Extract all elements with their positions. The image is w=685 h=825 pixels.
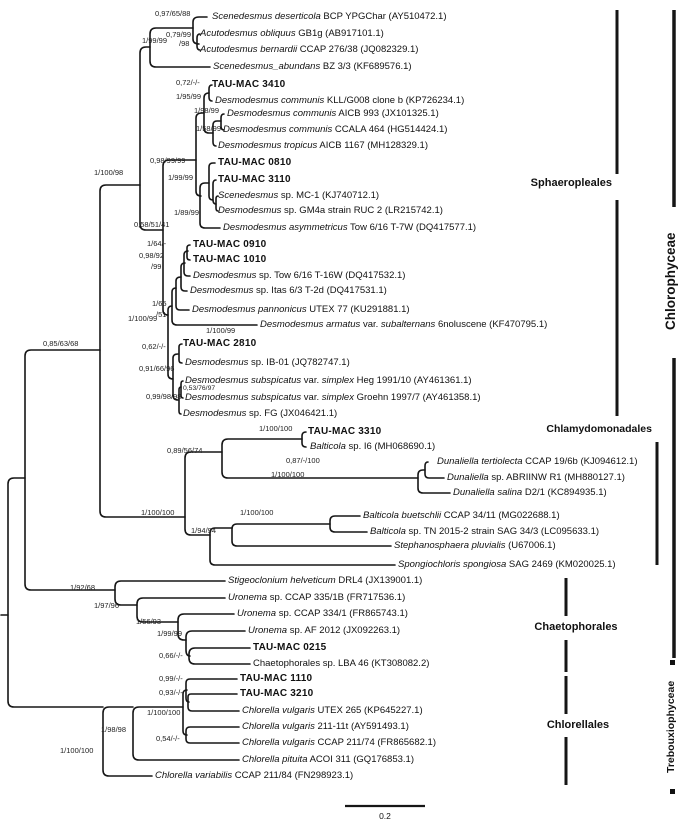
support-value: 0,99/-/- [159,674,183,683]
strain-accession-text: CCALA 464 (HG514424.1) [332,124,448,135]
strain-accession-text: TAU-MAC 0215 [253,642,327,653]
leaf-label [183,408,337,419]
taxon-name-italic: Dunaliella tertiolecta [437,456,523,467]
strain-accession-text: sp. GM4a strain RUC 2 (LR215742.1) [281,205,443,216]
support-value: 1/100/98 [94,168,124,177]
taxon-name-italic: Uronema [237,608,277,619]
leaf-label [155,770,353,781]
strain-accession-text: TAU-MAC 3110 [218,174,291,185]
strain-accession-text: DRL4 (JX139001.1) [335,575,423,586]
leaf-label [253,658,429,669]
strain-accession-text: TAU-MAC 1010 [193,254,267,265]
taxon-name-italic: Desmodesmus armatus [260,319,361,330]
support-value: 0,79/99 [166,30,192,39]
tree-edge [8,478,103,707]
taxon-name-italic: Desmodesmus subspicatus [185,375,302,386]
support-value: 1/94/94 [191,526,217,535]
strain-accession-text: BCP YPGChar (AY510472.1) [320,11,447,22]
taxon-name-italic: Balticola [310,441,346,452]
tree-edge [302,432,306,447]
leaf-label [242,754,414,765]
taxon-name-italic: Uronema [228,592,268,603]
strain-accession-text: TAU-MAC 3310 [308,426,382,437]
support-value: 0,58/51/41 [134,220,170,229]
strain-accession-text: var. [301,392,322,403]
leaf-label [200,44,418,55]
strain-accession-text: sp. MC-1 (KJ740712.1) [278,190,380,201]
strain-accession-text: CCAP 34/11 (MG022688.1) [441,510,560,521]
leaf-label [242,737,436,748]
tree-edge [140,47,163,230]
leaf-label [190,285,387,296]
leaf-label [363,510,560,521]
tree-edge [188,694,239,711]
leaf-label [240,673,312,684]
strain-accession-text: sp. AF 2012 (JX092263.1) [287,625,401,636]
strain-accession-text: UTEX 77 (KU291881.1) [306,304,410,315]
taxon-name-italic: Balticola buetschlii [363,510,442,521]
taxon-name-italic: Dunaliella [447,472,489,483]
support-value: 1/100/100 [271,470,305,479]
leaf-label [228,575,422,586]
strain-accession-text: BZ 3/3 (KF689576.1) [320,61,412,72]
support-value: 0,98/92 [139,251,165,260]
taxon-name-italic: Desmodesmus pannonicus [192,304,307,315]
support-value: 0,53/76/97 [183,385,216,392]
leaf-label [185,392,481,403]
strain-accession-text: Tow 6/16 T-7W (DQ417577.1) [347,222,477,233]
tree-edge [418,470,450,493]
scale-bar-label: 0.2 [379,811,391,821]
strain-accession-text: sp. Tow 6/16 T-16W (DQ417532.1) [256,270,406,281]
support-value: 0,91/66/96 [139,364,175,373]
leaf-label [218,174,291,185]
taxon-name-italic: subalternans [380,319,436,330]
support-value: 0,62/-/- [142,342,166,351]
leaf-label [185,375,472,386]
taxon-name-italic: Desmodesmus communis [227,108,337,119]
strain-accession-text: sp. IB-01 (JQ782747.1) [248,357,350,368]
taxon-name-italic: Chlorella vulgaris [242,705,315,716]
tree-edge [185,452,222,535]
strain-accession-text: sp. CCAP 335/1B (FR717536.1) [267,592,406,603]
taxon-name-italic: Spongiochloris spongiosa [398,559,507,570]
support-value: 1/97/96 [94,601,120,610]
strain-accession-text: CCAP 276/38 (JQ082329.1) [297,44,419,55]
leaf-label [394,540,556,551]
leaf-label [308,426,381,437]
strain-accession-text: TAU-MAC 2810 [183,338,257,349]
support-value: 1/99/99 [157,629,183,638]
strain-accession-text: 211-11t (AY591493.1) [314,721,409,732]
taxon-name-italic: simplex [321,392,354,403]
leaf-label [223,124,447,135]
taxon-name-italic: Chlorella vulgaris [242,737,315,748]
support-value: 1/92/68 [70,583,96,592]
taxon-name-italic: Uronema [248,625,288,636]
support-value: 1/99/99 [168,173,194,182]
leaf-label [218,190,379,201]
leaf-label [218,205,443,216]
taxon-name-italic: Chlorella pituita [242,754,308,765]
strain-accession-text: sp. I6 (MH068690.1) [345,441,436,452]
leaf-label [242,721,409,732]
strain-accession-text: sp. Itas 6/3 T-2d (DQ417531.1) [253,285,387,296]
leaf-label [310,441,435,452]
leaf-label [183,338,256,349]
strain-accession-text: Groehn 1997/7 (AY461358.1) [353,392,481,403]
support-value: 1/100/99 [206,326,236,335]
leaf-label [185,357,350,368]
support-value: 1/98/98 [101,725,127,734]
tree-edge [232,524,391,546]
taxon-name-italic: Balticola [370,526,406,537]
leaf-label [253,642,326,653]
tree-edge [200,183,220,228]
taxon-name-italic: Scenedesmus [218,190,279,201]
support-value: 1/89/99 [174,208,200,217]
support-value: /51 [156,310,167,319]
trebouxiophyceae-cap-top [670,660,675,665]
support-value: 1/95/99 [176,92,202,101]
support-value: 1/100/100 [240,508,274,517]
taxon-name-italic: Desmodesmus [193,270,257,281]
taxon-name-italic: Scenedesmus_abundans [213,61,321,72]
tree-edge [176,277,189,310]
strain-accession-text: UTEX 265 (KP645227.1) [314,705,423,716]
leaf-label [398,559,616,570]
tree-edge [179,344,182,363]
taxon-name-italic: Desmodesmus [185,357,249,368]
support-value: 1/58/99 [196,124,222,133]
taxon-name-italic: Desmodesmus asymmetricus [223,222,348,233]
support-value: 1/100/100 [259,424,293,433]
leaf-label [200,28,384,39]
support-value: 0,66/-/- [159,651,183,660]
leaf-label [192,304,410,315]
leaf-label [437,456,638,467]
strain-accession-text: TAU-MAC 3410 [212,79,286,90]
strain-accession-text: var. [301,375,322,386]
tree-edge [25,350,115,590]
leaf-label [370,526,599,537]
taxon-name-italic: Desmodesmus subspicatus [185,392,302,403]
support-value: 0,54/-/- [156,734,180,743]
strain-accession-text: sp. TN 2015-2 strain SAG 34/3 (LC095633.1) [405,526,600,537]
support-value: /98 [179,39,190,48]
strain-accession-text: Heg 1991/10 (AY461361.1) [353,375,472,386]
taxon-name-italic: Dunaliella salina [453,487,523,498]
support-value: 0,99/98/98 [146,392,182,401]
leaf-label [212,11,446,22]
leaf-label [213,61,412,72]
leaf-label [447,472,625,483]
tree-edge [187,245,190,260]
leaf-label [218,157,291,168]
leaf-label [240,688,313,699]
support-value: 0,93/-/- [159,688,183,697]
leaf-label [237,608,408,619]
tree-edge [330,516,367,532]
support-value: 1/100/100 [60,746,94,755]
leaf-label [218,140,428,151]
taxon-name-italic: Chlorella vulgaris [242,721,315,732]
strain-accession-text: AICB 993 (JX101325.1) [336,108,439,119]
support-value: 1/100/100 [141,508,175,517]
taxon-name-italic: Scenedesmus deserticola [212,11,321,22]
tree-edge [186,679,237,702]
taxon-name-italic: simplex [321,375,354,386]
strain-accession-text: D2/1 (KC894935.1) [522,487,607,498]
trebouxiophyceae-label: Trebouxiophyceae [665,680,677,774]
strain-accession-text: CCAP 211/74 (FR865682.1) [314,737,436,748]
leaf-label [193,239,266,250]
trebouxiophyceae-cap-bottom [670,789,675,794]
taxon-name-italic: Chlorella variabilis [155,770,233,781]
strain-accession-text: TAU-MAC 0910 [193,239,267,250]
taxon-name-italic: Acutodesmus bernardii [200,44,298,55]
support-value: 0,87/-/100 [286,456,320,465]
chlorellales-label: Chlorellales [546,719,610,731]
leaf-label [193,254,266,265]
strain-accession-text: (U67006.1) [505,540,556,551]
strain-accession-text: ACOI 311 (GQ176853.1) [307,754,414,765]
support-value: 0,72/-/- [176,78,200,87]
chlamydomonadales-label: Chlamydomonadales [546,423,652,435]
taxon-name-italic: Acutodesmus obliquus [200,28,296,39]
leaf-label [215,95,464,106]
strain-accession-text: SAG 2469 (KM020025.1) [506,559,616,570]
taxon-name-italic: Stephanosphaera pluvialis [394,540,506,551]
taxon-name-italic: Desmodesmus [190,285,254,296]
taxon-name-italic: Desmodesmus communis [215,95,325,106]
support-value: 0,85/63/68 [43,339,79,348]
leaf-label [212,79,285,90]
strain-accession-text: TAU-MAC 1110 [240,673,313,684]
taxon-name-italic: Desmodesmus [183,408,247,419]
sphaeropleales-label: Sphaeropleales [530,177,612,189]
support-value: 1/99/99 [142,36,168,45]
leaf-label [227,108,439,119]
tree-edge [103,707,152,776]
strain-accession-text: CCAP 211/84 (FN298923.1) [232,770,354,781]
support-value: 1/100/99 [128,314,158,323]
strain-accession-text: 6noluscene (KF470795.1) [435,319,548,330]
strain-accession-text: GB1g (AB917101.1) [295,28,384,39]
taxon-name-italic: Desmodesmus [218,205,282,216]
tree-edge [115,581,225,605]
support-value: 1/64/- [147,239,167,248]
chlorophyceae-label: Chlorophyceae [663,232,678,330]
support-value: 1/98/99 [194,106,220,115]
leaf-label [223,222,476,233]
tree-edge [186,631,245,656]
support-value: 1/100/100 [147,708,181,717]
support-value: 1/56/93 [136,617,162,626]
leaf-label [248,625,400,636]
chaetophorales-label: Chaetophorales [534,621,618,633]
strain-accession-text: var. [360,319,381,330]
support-value: 1/65 [152,299,167,308]
support-value: 0,97/65/88 [155,9,191,18]
tree-edge [189,648,250,664]
leaf-label [242,705,423,716]
leaf-label [260,319,547,330]
strain-accession-text: AICB 1167 (MH128329.1) [317,140,428,151]
strain-accession-text: CCAP 19/6b (KJ094612.1) [522,456,638,467]
strain-accession-text: KLL/G008 clone b (KP726234.1) [324,95,465,106]
taxon-name-italic: Desmodesmus communis [223,124,333,135]
leaf-label [228,592,405,603]
strain-accession-text: Chaetophorales sp. LBA 46 (KT308082.2) [253,658,430,669]
taxon-name-italic: Desmodesmus tropicus [218,140,318,151]
strain-accession-text: TAU-MAC 3210 [240,688,314,699]
strain-accession-text: sp. ABRIINW R1 (MH880127.1) [488,472,625,483]
leaf-label [193,270,405,281]
support-value: 0,89/56/74 [167,446,203,455]
strain-accession-text: TAU-MAC 0810 [218,157,292,168]
support-value: 0,98/99/99 [150,156,186,165]
taxon-name-italic: Stigeoclonium helveticum [228,575,336,586]
strain-accession-text: sp. FG (JX046421.1) [246,408,338,419]
strain-accession-text: sp. CCAP 334/1 (FR865743.1) [276,608,408,619]
leaf-label [453,487,607,498]
tree-edge [186,727,239,743]
support-value: /99 [151,262,162,271]
